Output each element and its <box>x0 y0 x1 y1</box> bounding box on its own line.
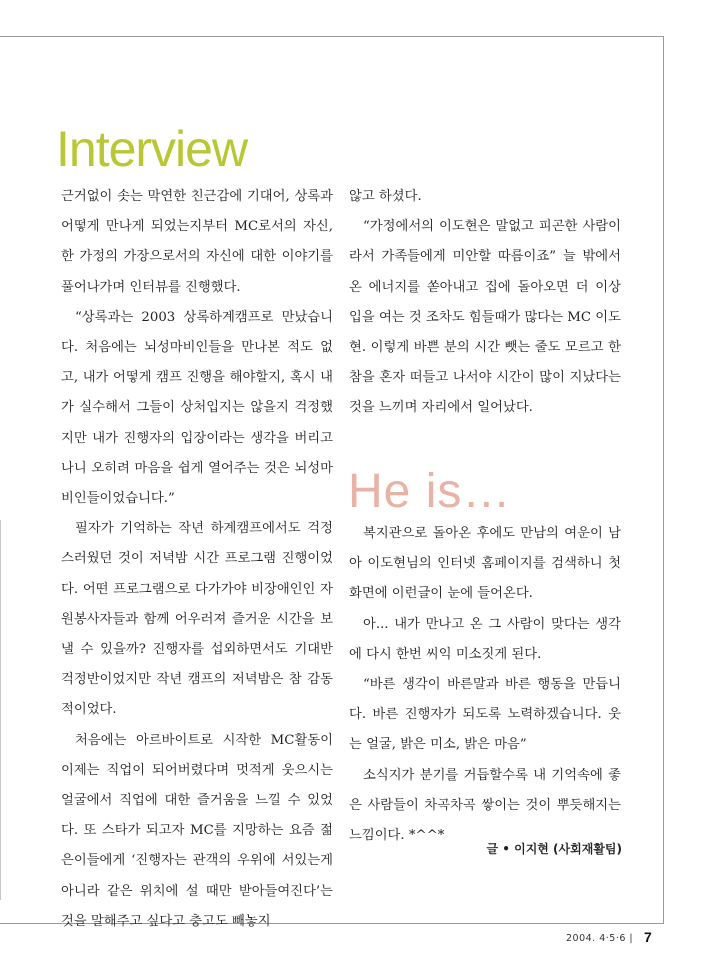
paragraph: “상록과는 2003 상록하계캠프로 만났습니다. 처음에는 뇌성마비인들을 만나본 적도 없고, 내가 어떻게 캠프 진행을 해야할지, 혹시 내가 실수해서 그들이 상처입지는 않을지 걱정했지만 내가 진행자의 입장이라는 생각을 버리고 나니 오히려 마음을 쉽게 열어주는 것은 뇌성마비인들이었습니다.” <box>61 309 333 507</box>
right-column-bottom <box>349 519 621 851</box>
page-number: 7 <box>644 929 652 945</box>
paragraph: 복지관으로 돌아온 후에도 만남의 여운이 남아 이도현님의 인터넷 홈페이지를 검색하니 첫 화면에 이런글이 눈에 들어온다. <box>349 526 621 602</box>
paragraph: 근거없이 솟는 막연한 친근감에 기대어, 상록과 어떻게 만나게 되었는지부터 MC로서의 자신, 한 가정의 가장으로서의 자신에 대한 이야기를 풀어나가며 인터뷰를 진행했다. <box>61 189 333 295</box>
paragraph: 처음에는 아르바이트로 시작한 MC활동이 이제는 직업이 되어버렸다며 멋적게 웃으시는 얼굴에서 직업에 대한 즐거움을 느낄 수 있었다. 또 스타가 되고자 MC를 지망하는 요즘 젊은이들에게 ‘진행자는 관객의 우위에 서있는게 아니라 같은 위치에 설 때만 받아들여진다’는 것을 말해주고 싶다고 충고도 빼놓지 <box>61 732 333 929</box>
interview-heading: Interview <box>56 121 248 177</box>
paragraph: 않고 하셨다. <box>349 189 422 204</box>
left-column <box>61 182 333 937</box>
right-border-line <box>663 36 664 924</box>
paragraph: 소식지가 분기를 거듭할수록 내 기억속에 좋은 사람들이 차곡차곡 쌓이는 것이 뿌듯해지는 느낌이다. *^^* <box>349 767 621 844</box>
top-border-line <box>0 36 664 37</box>
left-border-line <box>0 520 1 900</box>
issue-date: 2004. 4·5·6 | <box>566 933 634 944</box>
right-column-top <box>349 182 621 424</box>
he-is-heading: He is… <box>348 465 512 518</box>
author-byline: 글 • 이지현 (사회재활팀) <box>486 842 622 856</box>
paragraph: “가정에서의 이도현은 말없고 피곤한 사람이라서 가족들에게 미안할 따름이죠” 늘 밖에서 온 에너지를 쏟아내고 집에 돌아오면 더 이상 입을 여는 것 조차도 힘들때가 많다는 MC 이도현. 이렇게 바쁜 분의 시간 뺏는 줄도 모르고 한참을 혼자 떠들고 나서야 시간이 많이 지났다는 것을 느끼며 자리에서 일어났다. <box>349 219 621 416</box>
paragraph: “바른 생각이 바른말과 바른 행동을 만듭니다. 바른 진행자가 되도록 노력하겠습니다. 웃는 얼굴, 밝은 미소, 밝은 마음” <box>349 677 621 753</box>
paragraph: 필자가 기억하는 작년 하계캠프에서도 걱정스러웠던 것이 저녁밤 시간 프로그램 진행이었다. 어떤 프로그램으로 다가가야 비장애인인 자원봉사자들과 함께 어우러져 즐거운 시간을 보낼 수 있을까? 진행자를 섭외하면서도 기대반 걱정반이었지만 작년 캠프의 저녁밤은 참 감동적이었다. <box>61 521 333 718</box>
paragraph: 아... 내가 만나고 온 그 사람이 맞다는 생각에 다시 한번 씨익 미소짓게 된다. <box>349 616 621 662</box>
